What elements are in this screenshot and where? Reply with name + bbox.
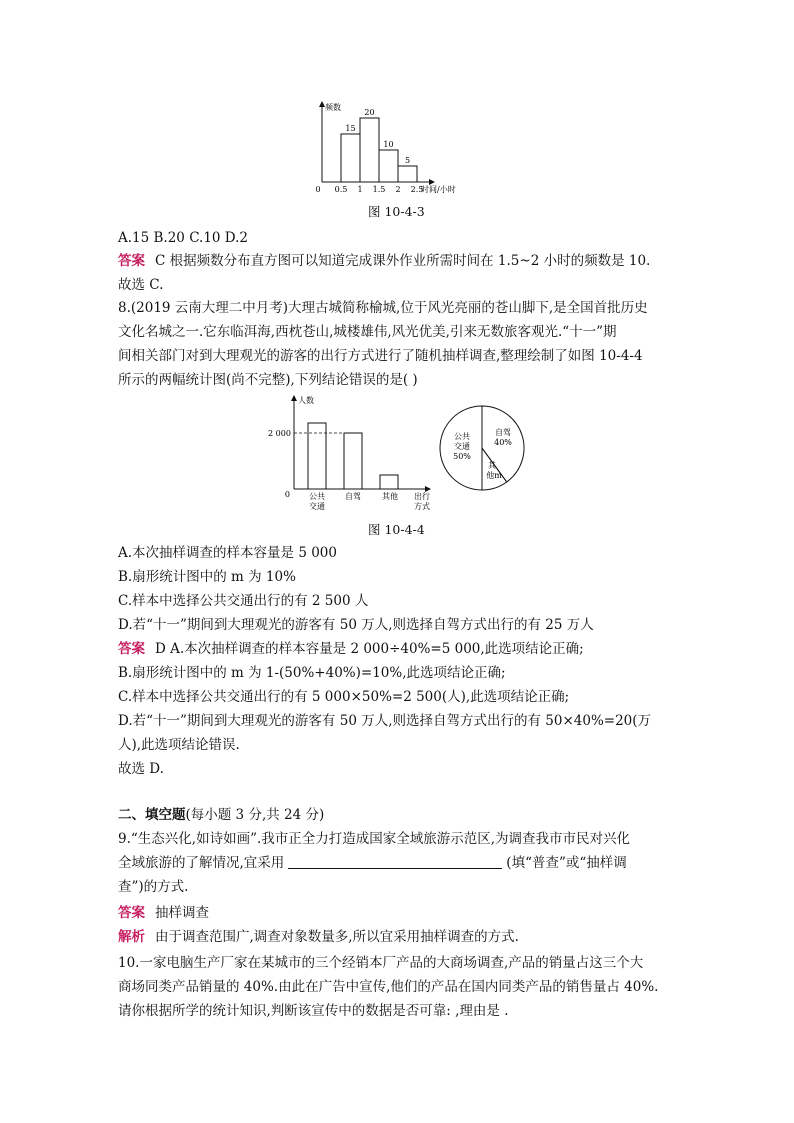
- q9-stem-2b: (填“普查”或“抽样调: [506, 855, 627, 871]
- histogram-x-tick: 1.5: [372, 185, 386, 194]
- q10-stem-line-1: 10.一家电脑生产厂家在某城市的三个经销本厂产品的大商场调查,产品的销量占这三个大: [118, 955, 644, 971]
- histogram-x-tick: 2.5: [410, 185, 424, 194]
- q9-stem-line-3: 查”)的方式.: [118, 879, 189, 895]
- q7-answer-text: C 根据频数分布直方图可以知道完成课外作业所需时间在 1.5~2 小时的频数是 10.: [155, 253, 651, 269]
- section-note: (每小题 3 分,共 24 分): [185, 807, 325, 823]
- q8-answer-text: D A.本次抽样调查的样本容量是 2 000÷40%=5 000,此选项结论正确;: [155, 641, 584, 657]
- q8-stem-line-1: 8.(2019 云南大理二中月考)大理古城简称榆城,位于风光亮丽的苍山脚下,是全国首批历史: [118, 300, 648, 316]
- histogram-bar: [379, 150, 398, 182]
- q9-stem-line-2: [118, 854, 627, 872]
- bar-y-tick-2000: 2 000: [268, 429, 291, 438]
- q8-stem-line-3: 间相关部门对到大理观光的游客的出行方式进行了随机抽样调查,整理绘制了如图 10-4-4: [118, 348, 643, 364]
- q8-option-b: B.扇形统计图中的 m 为 10%: [118, 569, 296, 585]
- histogram-x-tick: 1: [357, 185, 363, 194]
- section-heading: 二、填空题: [118, 807, 186, 823]
- q8-option-a: A.本次抽样调查的样本容量是 5 000: [118, 545, 337, 561]
- q8-answer-4: D.若“十一”期间到大理观光的游客有 50 万人,则选择自驾方式出行的有 50×40%=20(万: [118, 713, 652, 729]
- histogram-bar-label: 5: [404, 156, 411, 165]
- histogram-bar: [360, 118, 379, 182]
- q9-answer: [118, 904, 209, 922]
- q7-answer: [118, 252, 650, 270]
- q8-answer-2: B.扇形统计图中的 m 为 1-(50%+40%)=10%,此选项结论正确;: [118, 665, 506, 681]
- bar-x-label-1: 出行: [414, 492, 430, 501]
- q8-answer-5: 人),此选项结论错误.: [118, 737, 240, 753]
- bar-chart-figure-10-4-4: [264, 392, 444, 518]
- bar-cat-other: 其他: [382, 492, 398, 501]
- analysis-label: 解析: [118, 929, 145, 945]
- histogram-y-label: 频数: [325, 103, 341, 112]
- bar-chart-bar: [380, 475, 398, 489]
- q9-stem-2a: 全域旅游的了解情况,宜采用: [118, 855, 285, 871]
- bar-cat-self: 自驾: [345, 492, 361, 501]
- pie-label-public-1: 公共: [454, 432, 470, 441]
- pie-label-public-2: 交通: [454, 442, 470, 451]
- histogram-bar-label: 15: [345, 124, 356, 133]
- q9-stem-line-1: 9.“生态兴化,如诗如画”.我市正全力打造成国家全域旅游示范区,为调查我市市民对兴化: [118, 831, 631, 847]
- bar-x-label-2: 方式: [414, 502, 430, 511]
- section-title: [118, 806, 324, 824]
- pie-label-other-1: 其: [488, 461, 496, 470]
- pie-label-other-2: 他m: [486, 471, 502, 480]
- figure-caption-10-4-3: 图 10-4-3: [368, 204, 425, 219]
- q9-analysis: [118, 928, 519, 946]
- q8-answer-1: [118, 640, 584, 658]
- pie-label-self-2: 40%: [494, 438, 512, 447]
- bar-y-label: 人数: [298, 396, 314, 405]
- q8-option-c: C.样本中选择公共交通出行的有 2 500 人: [118, 593, 369, 609]
- histogram-x-tick: 2: [395, 185, 401, 194]
- answer-label: 答案: [118, 905, 145, 921]
- bar-origin: 0: [284, 490, 290, 499]
- histogram-origin: 0: [315, 185, 321, 194]
- histogram-bar-label: 20: [364, 108, 375, 117]
- bar-chart-bar: [344, 433, 362, 489]
- pie-label-self-1: 自驾: [495, 428, 511, 437]
- bar-cat-public-2: 交通: [309, 502, 325, 511]
- q8-stem-line-4: 所示的两幅统计图(尚不完整),下列结论错误的是( ): [118, 372, 418, 388]
- histogram-bar: [341, 134, 360, 182]
- q7-options: A.15 B.20 C.10 D.2: [118, 230, 249, 246]
- q10-stem-line-2: 商场同类产品销量的 40%.由此在广告中宣传,他们的产品在国内同类产品的销售量占 40%.: [118, 979, 659, 995]
- pie-chart-figure-10-4-4: [432, 398, 542, 498]
- q9-answer-blank[interactable]: [288, 854, 502, 869]
- q8-answer-3: C.样本中选择公共交通出行的有 5 000×50%=2 500(人),此选项结论正确;: [118, 689, 570, 705]
- histogram-figure-10-4-3: [300, 98, 480, 198]
- q8-answer-6: 故选 D.: [118, 761, 164, 777]
- histogram-x-label: 时间/小时: [421, 185, 456, 194]
- bar-cat-public-1: 公共: [309, 492, 325, 501]
- answer-label: 答案: [118, 253, 145, 269]
- figure-caption-10-4-4: 图 10-4-4: [368, 522, 425, 537]
- q10-stem-line-3: 请你根据所学的统计知识,判断该宣传中的数据是否可靠: ,理由是 .: [118, 1003, 509, 1019]
- pie-label-public-3: 50%: [453, 452, 471, 461]
- histogram-bar: [398, 166, 417, 182]
- q9-analysis-text: 由于调查范围广,调查对象数量多,所以宜采用抽样调查的方式.: [155, 929, 519, 945]
- q7-answer-cont: 故选 C.: [118, 277, 164, 293]
- histogram-bar-label: 10: [383, 140, 394, 149]
- histogram-x-tick: 0.5: [334, 185, 348, 194]
- q8-option-d: D.若“十一”期间到大理观光的游客有 50 万人,则选择自驾方式出行的有 25 万人: [118, 617, 594, 633]
- q8-stem-line-2: 文化名城之一.它东临洱海,西枕苍山,城楼雄伟,风光优美,引来无数旅客观光.“十一”期: [118, 324, 617, 340]
- q9-answer-text: 抽样调查: [155, 905, 209, 921]
- answer-label: 答案: [118, 641, 145, 657]
